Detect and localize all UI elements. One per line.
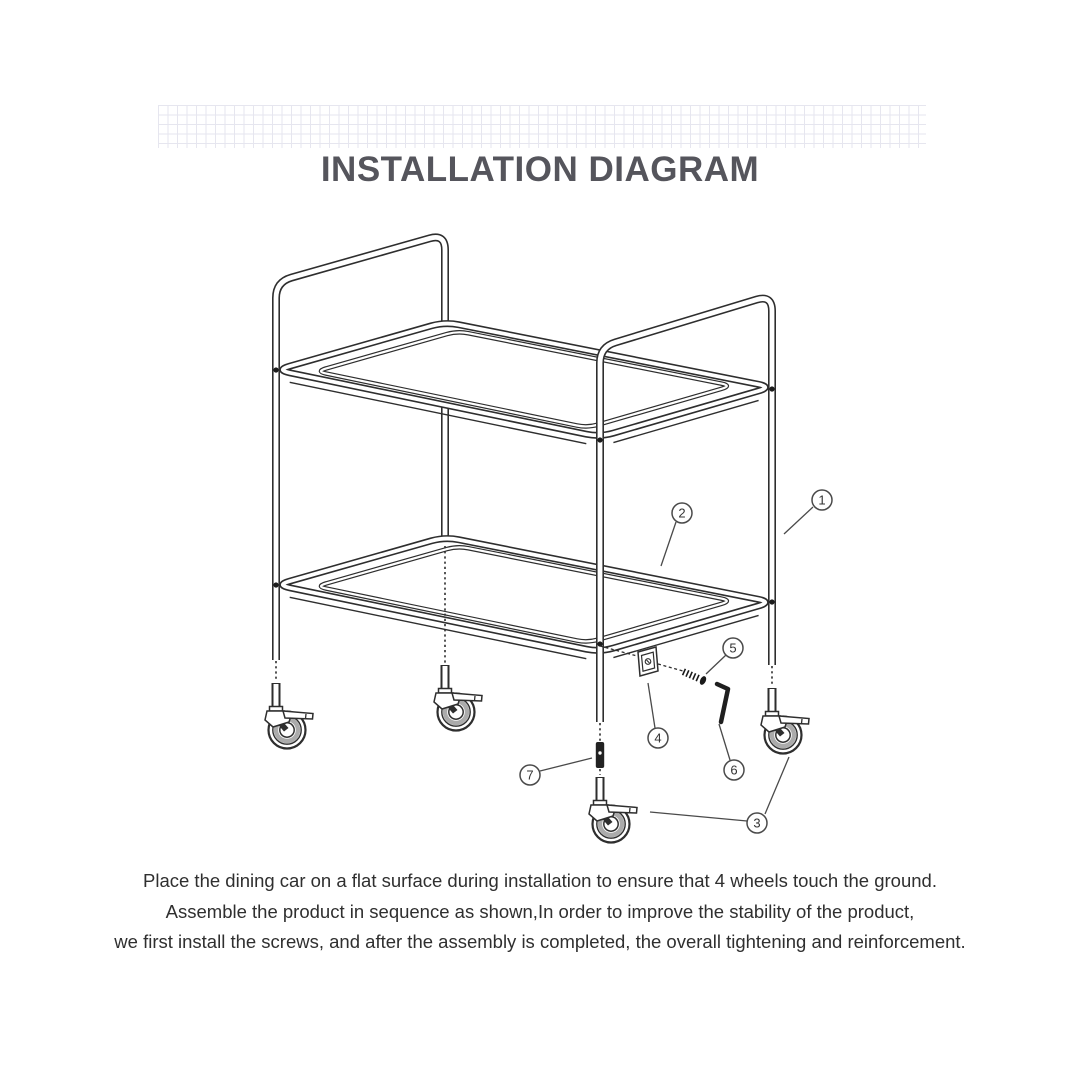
callout-1 — [812, 490, 832, 510]
caster-rear-left — [265, 683, 313, 749]
instruction-line-1: Place the dining car on a flat surface during installation to ensure that 4 wheels touch the ground. — [143, 870, 937, 891]
bottom-shelf — [283, 539, 765, 659]
caster-right — [761, 688, 809, 754]
instruction-line-3: we first install the screws, and after the assembly is completed, the overall tightening and reinforcement. — [114, 931, 966, 952]
callout-4-number: 4 — [654, 730, 662, 746]
callout-4 — [648, 728, 668, 748]
callout-5-number: 5 — [729, 640, 737, 656]
page-title: INSTALLATION DIAGRAM — [320, 150, 760, 189]
callout-6 — [724, 760, 744, 780]
callout-2 — [672, 503, 692, 523]
caster-front — [589, 777, 637, 843]
allen-key — [717, 684, 728, 722]
screw — [683, 669, 708, 686]
callout-7 — [520, 765, 540, 785]
callout-3 — [747, 813, 767, 833]
installation-instructions — [0, 866, 1080, 958]
callout-5 — [723, 638, 743, 658]
locking-pin — [596, 742, 604, 768]
callout-2-number: 2 — [678, 505, 686, 521]
caster-back — [434, 665, 482, 731]
callout-3-number: 3 — [753, 815, 761, 831]
callout-1-number: 1 — [818, 492, 826, 508]
callout-6-number: 6 — [730, 762, 738, 778]
top-shelf — [283, 324, 765, 444]
callout-7-number: 7 — [526, 767, 534, 783]
instruction-line-2: Assemble the product in sequence as shown,In order to improve the stability of the product, — [165, 900, 915, 922]
